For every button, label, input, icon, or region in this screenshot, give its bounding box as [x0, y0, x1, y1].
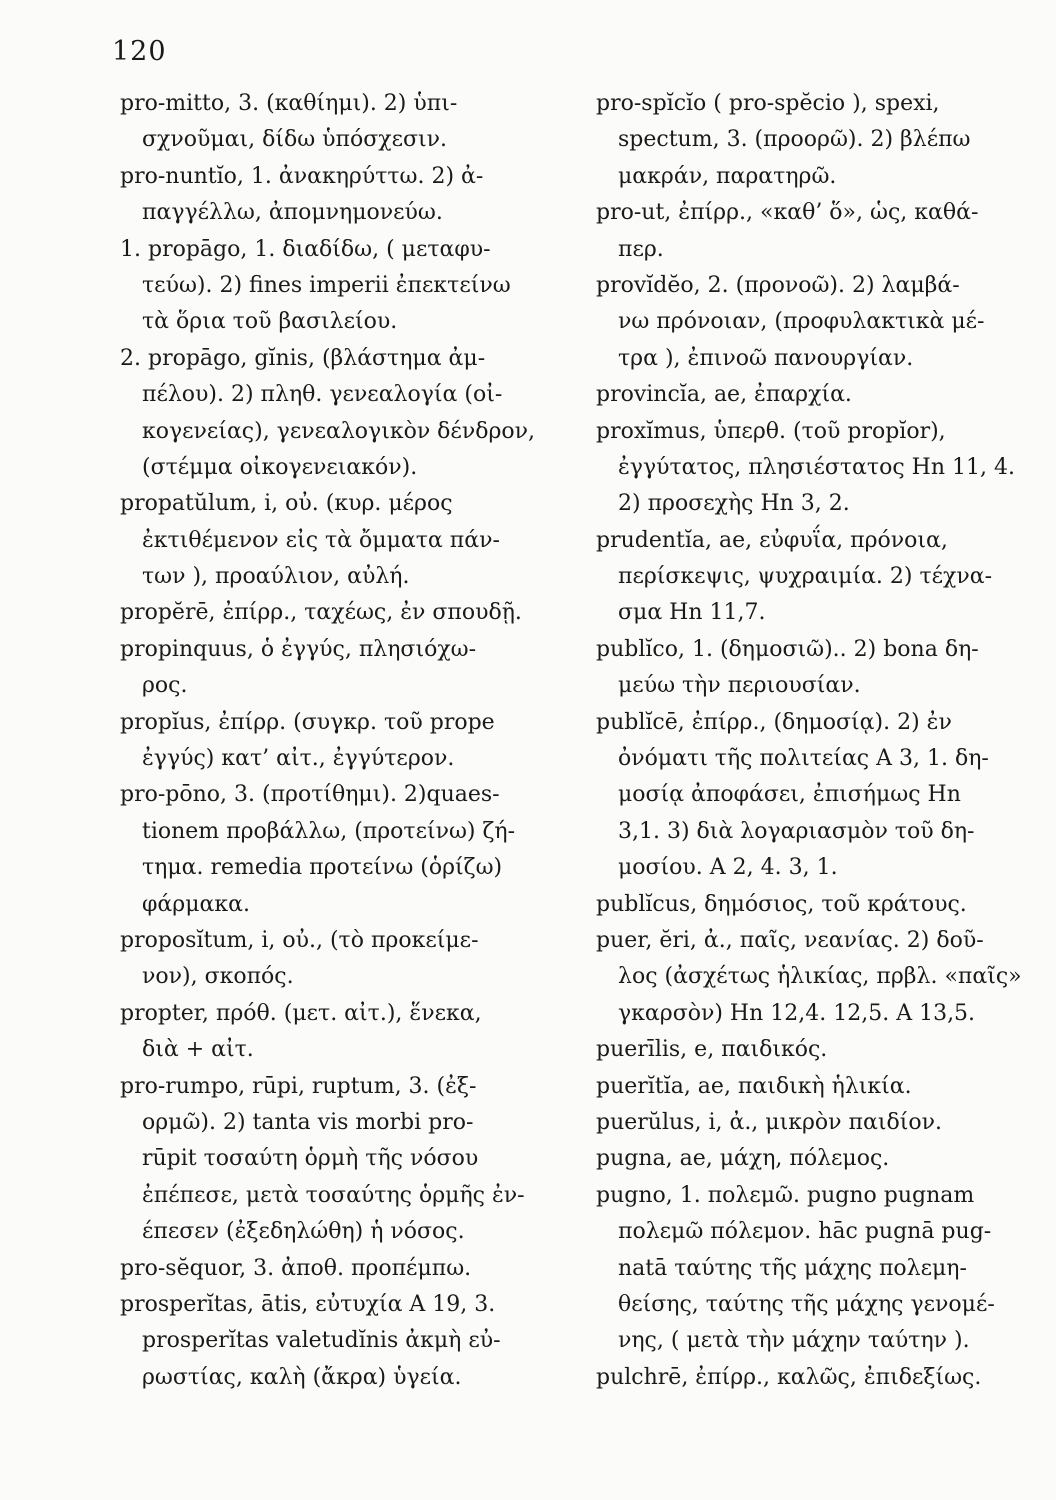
- dictionary-line: νον), σκοπός.: [142, 964, 294, 990]
- dictionary-line: proxĭmus, ὑπερθ. (τοῦ propĭor),: [596, 418, 946, 444]
- dictionary-line: provĭdĕo, 2. (προνοῶ). 2) λαμβά-: [596, 272, 960, 298]
- dictionary-line: propatŭlum, i, οὐ. (κυρ. μέρος: [120, 491, 453, 517]
- dictionary-line: spectum, 3. (προορῶ). 2) βλέπω: [618, 127, 971, 153]
- dictionary-line: μεύω τὴν περιουσίαν.: [618, 673, 861, 699]
- right-column: [596, 86, 1026, 1396]
- dictionary-line: ἐγγύτατος, πλησιέστατος Hn 11, 4.: [618, 454, 1015, 480]
- dictionary-line: pro-spĭcĭo ( pro-spĕcio ), spexi,: [596, 91, 940, 116]
- dictionary-line: περίσκεψις, ψυχραιμία. 2) τέχνα-: [618, 564, 993, 590]
- dictionary-line: ορμῶ). 2) tanta vis morbi pro-: [142, 1109, 474, 1135]
- dictionary-line: propter, πρόθ. (μετ. αἰτ.), ἕνεκα,: [120, 1000, 482, 1026]
- dictionary-line: provincĭa, ae, ἐπαρχία.: [596, 382, 852, 408]
- dictionary-line: puerŭlus, i, ἀ., μικρὸν παιδίον.: [596, 1109, 942, 1135]
- dictionary-line: pro-rumpo, rūpi, ruptum, 3. (ἐξ-: [120, 1073, 477, 1099]
- dictionary-line: νω πρόνοιαν, (προφυλακτικὰ μέ-: [618, 309, 985, 335]
- dictionary-line: pro-pōno, 3. (προτίθημι). 2)quaes-: [120, 782, 500, 808]
- dictionary-line: prudentĭa, ae, εὐφυΐα, πρόνοια,: [596, 527, 948, 553]
- dictionary-line: puer, ĕri, ἀ., παῖς, νεανίας. 2) δοῦ-: [596, 927, 984, 953]
- dictionary-line: 2. propāgo, gĭnis, (βλάστημα ἀμ-: [120, 345, 486, 371]
- dictionary-line: prosperĭtas, ātis, εὐτυχία A 19, 3.: [120, 1291, 496, 1317]
- dictionary-line: puerīlis, e, παιδικός.: [596, 1037, 828, 1063]
- dictionary-line: ἐκτιθέμενον εἰς τὰ ὄμματα πάν-: [142, 527, 500, 553]
- dictionary-line: κογενείας), γενεαλογικὸν δένδρον,: [142, 418, 535, 444]
- dictionary-line: φάρμακα.: [142, 891, 250, 917]
- dictionary-line: pro-mitto, 3. (καθίημι). 2) ὑπι-: [120, 91, 458, 116]
- dictionary-line: prosperĭtas valetudĭnis ἀκμὴ εὐ-: [142, 1328, 501, 1354]
- dictionary-line: puerĭtĭa, ae, παιδικὴ ἡλικία.: [596, 1073, 912, 1099]
- dictionary-line: παγγέλλω, ἀπομνημονεύω.: [142, 200, 443, 226]
- dictionary-line: tionem προβάλλω, (προτείνω) ζή-: [142, 818, 516, 844]
- dictionary-line: publĭco, 1. (δημοσιῶ).. 2) bona δη-: [596, 636, 979, 662]
- dictionary-line: 1. propāgo, 1. διαδίδω, ( μεταφυ-: [120, 236, 491, 262]
- dictionary-line: τρα ), ἐπινοῶ πανουργίαν.: [618, 345, 914, 371]
- dictionary-line: τὰ ὅρια τοῦ βασιλείου.: [142, 309, 398, 335]
- dictionary-line: μοσίου. A 2, 4. 3, 1.: [618, 855, 838, 881]
- dictionary-line: τημα. remedia προτείνω (ὁρίζω): [142, 855, 503, 881]
- dictionary-line: pulchrē, ἐπίρρ., καλῶς, ἐπιδεξίως.: [596, 1364, 982, 1390]
- dictionary-line: 3,1. 3) διὰ λογαριασμὸν τοῦ δη-: [618, 818, 975, 844]
- dictionary-line: natā ταύτης τῆς μάχης πολεμη-: [618, 1255, 967, 1281]
- dictionary-line: propĕrē, ἐπίρρ., ταχέως, ἐν σπουδῇ.: [120, 600, 522, 626]
- dictionary-line: τεύω). 2) fines imperii ἐπεκτείνω: [142, 272, 511, 298]
- dictionary-line: γκαρσὸν) Hn 12,4. 12,5. A 13,5.: [618, 1000, 976, 1026]
- dictionary-line: περ.: [618, 236, 664, 262]
- dictionary-line: μοσίᾳ ἀποφάσει, ἐπισήμως Hn: [618, 782, 961, 808]
- dictionary-line: ὀνόματι τῆς πολιτείας A 3, 1. δη-: [618, 746, 989, 772]
- dictionary-line: λος (ἀσχέτως ἡλικίας, πρβλ. «παῖς»: [618, 964, 1022, 990]
- dictionary-line: μακράν, παρατηρῶ.: [618, 163, 837, 189]
- dictionary-line: των ), προαύλιον, αὐλή.: [142, 564, 410, 590]
- dictionary-line: pro-nuntĭo, 1. ἀνακηρύττω. 2) ἀ-: [120, 163, 484, 189]
- dictionary-line: publĭcē, ἐπίρρ., (δημοσίᾳ). 2) ἐν: [596, 709, 952, 735]
- dictionary-line: πολεμῶ πόλεμον. hāc pugnā pug-: [618, 1219, 992, 1245]
- dictionary-line: rūpit τοσαύτη ὁρμὴ τῆς νόσου: [142, 1146, 479, 1172]
- left-column: [120, 86, 558, 1396]
- dictionary-line: νης, ( μετὰ τὴν μάχην ταύτην ).: [618, 1328, 970, 1354]
- dictionary-line: ρωστίας, καλὴ (ἄκρα) ὑγεία.: [142, 1364, 462, 1390]
- dictionary-line: (στέμμα οἰκογενειακόν).: [142, 454, 418, 480]
- dictionary-line: pugna, ae, μάχη, πόλεμος.: [596, 1146, 890, 1172]
- dictionary-line: σχνοῦμαι, δίδω ὑπόσχεσιν.: [142, 127, 447, 153]
- dictionary-line: ἐπέπεσε, μετὰ τοσαύτης ὁρμῆς ἐν-: [142, 1182, 525, 1208]
- dictionary-line: έπεσεν (ἐξεδηλώθη) ἡ νόσος.: [142, 1219, 465, 1245]
- dictionary-line: σμα Hn 11,7.: [618, 600, 766, 626]
- dictionary-line: pro-ut, ἐπίρρ., «καθ’ ὅ», ὡς, καθά-: [596, 200, 979, 226]
- dictionary-line: pro-sĕquor, 3. ἀποθ. προπέμπω.: [120, 1255, 472, 1281]
- dictionary-line: πέλου). 2) πληθ. γενεαλογία (οἰ-: [142, 382, 503, 408]
- dictionary-line: διὰ + αἰτ.: [142, 1037, 254, 1063]
- dictionary-line: 2) προσεχὴς Hn 3, 2.: [618, 491, 850, 517]
- dictionary-line: ρος.: [142, 673, 188, 699]
- dictionary-line: proposĭtum, i, οὐ., (τὸ προκείμε-: [120, 927, 479, 953]
- page-number: 120: [112, 36, 167, 67]
- dictionary-line: propinquus, ὁ ἐγγύς, πλησιόχω-: [120, 636, 477, 662]
- dictionary-line: pugno, 1. πολεμῶ. pugno pugnam: [596, 1182, 975, 1208]
- dictionary-line: publĭcus, δημόσιος, τοῦ κράτους.: [596, 891, 967, 917]
- dictionary-line: θείσης, ταύτης τῆς μάχης γενομέ-: [618, 1291, 995, 1317]
- dictionary-line: ἐγγύς) κατ’ αἰτ., ἐγγύτερον.: [142, 746, 455, 772]
- dictionary-line: propĭus, ἐπίρρ. (συγκρ. τοῦ prope: [120, 709, 495, 735]
